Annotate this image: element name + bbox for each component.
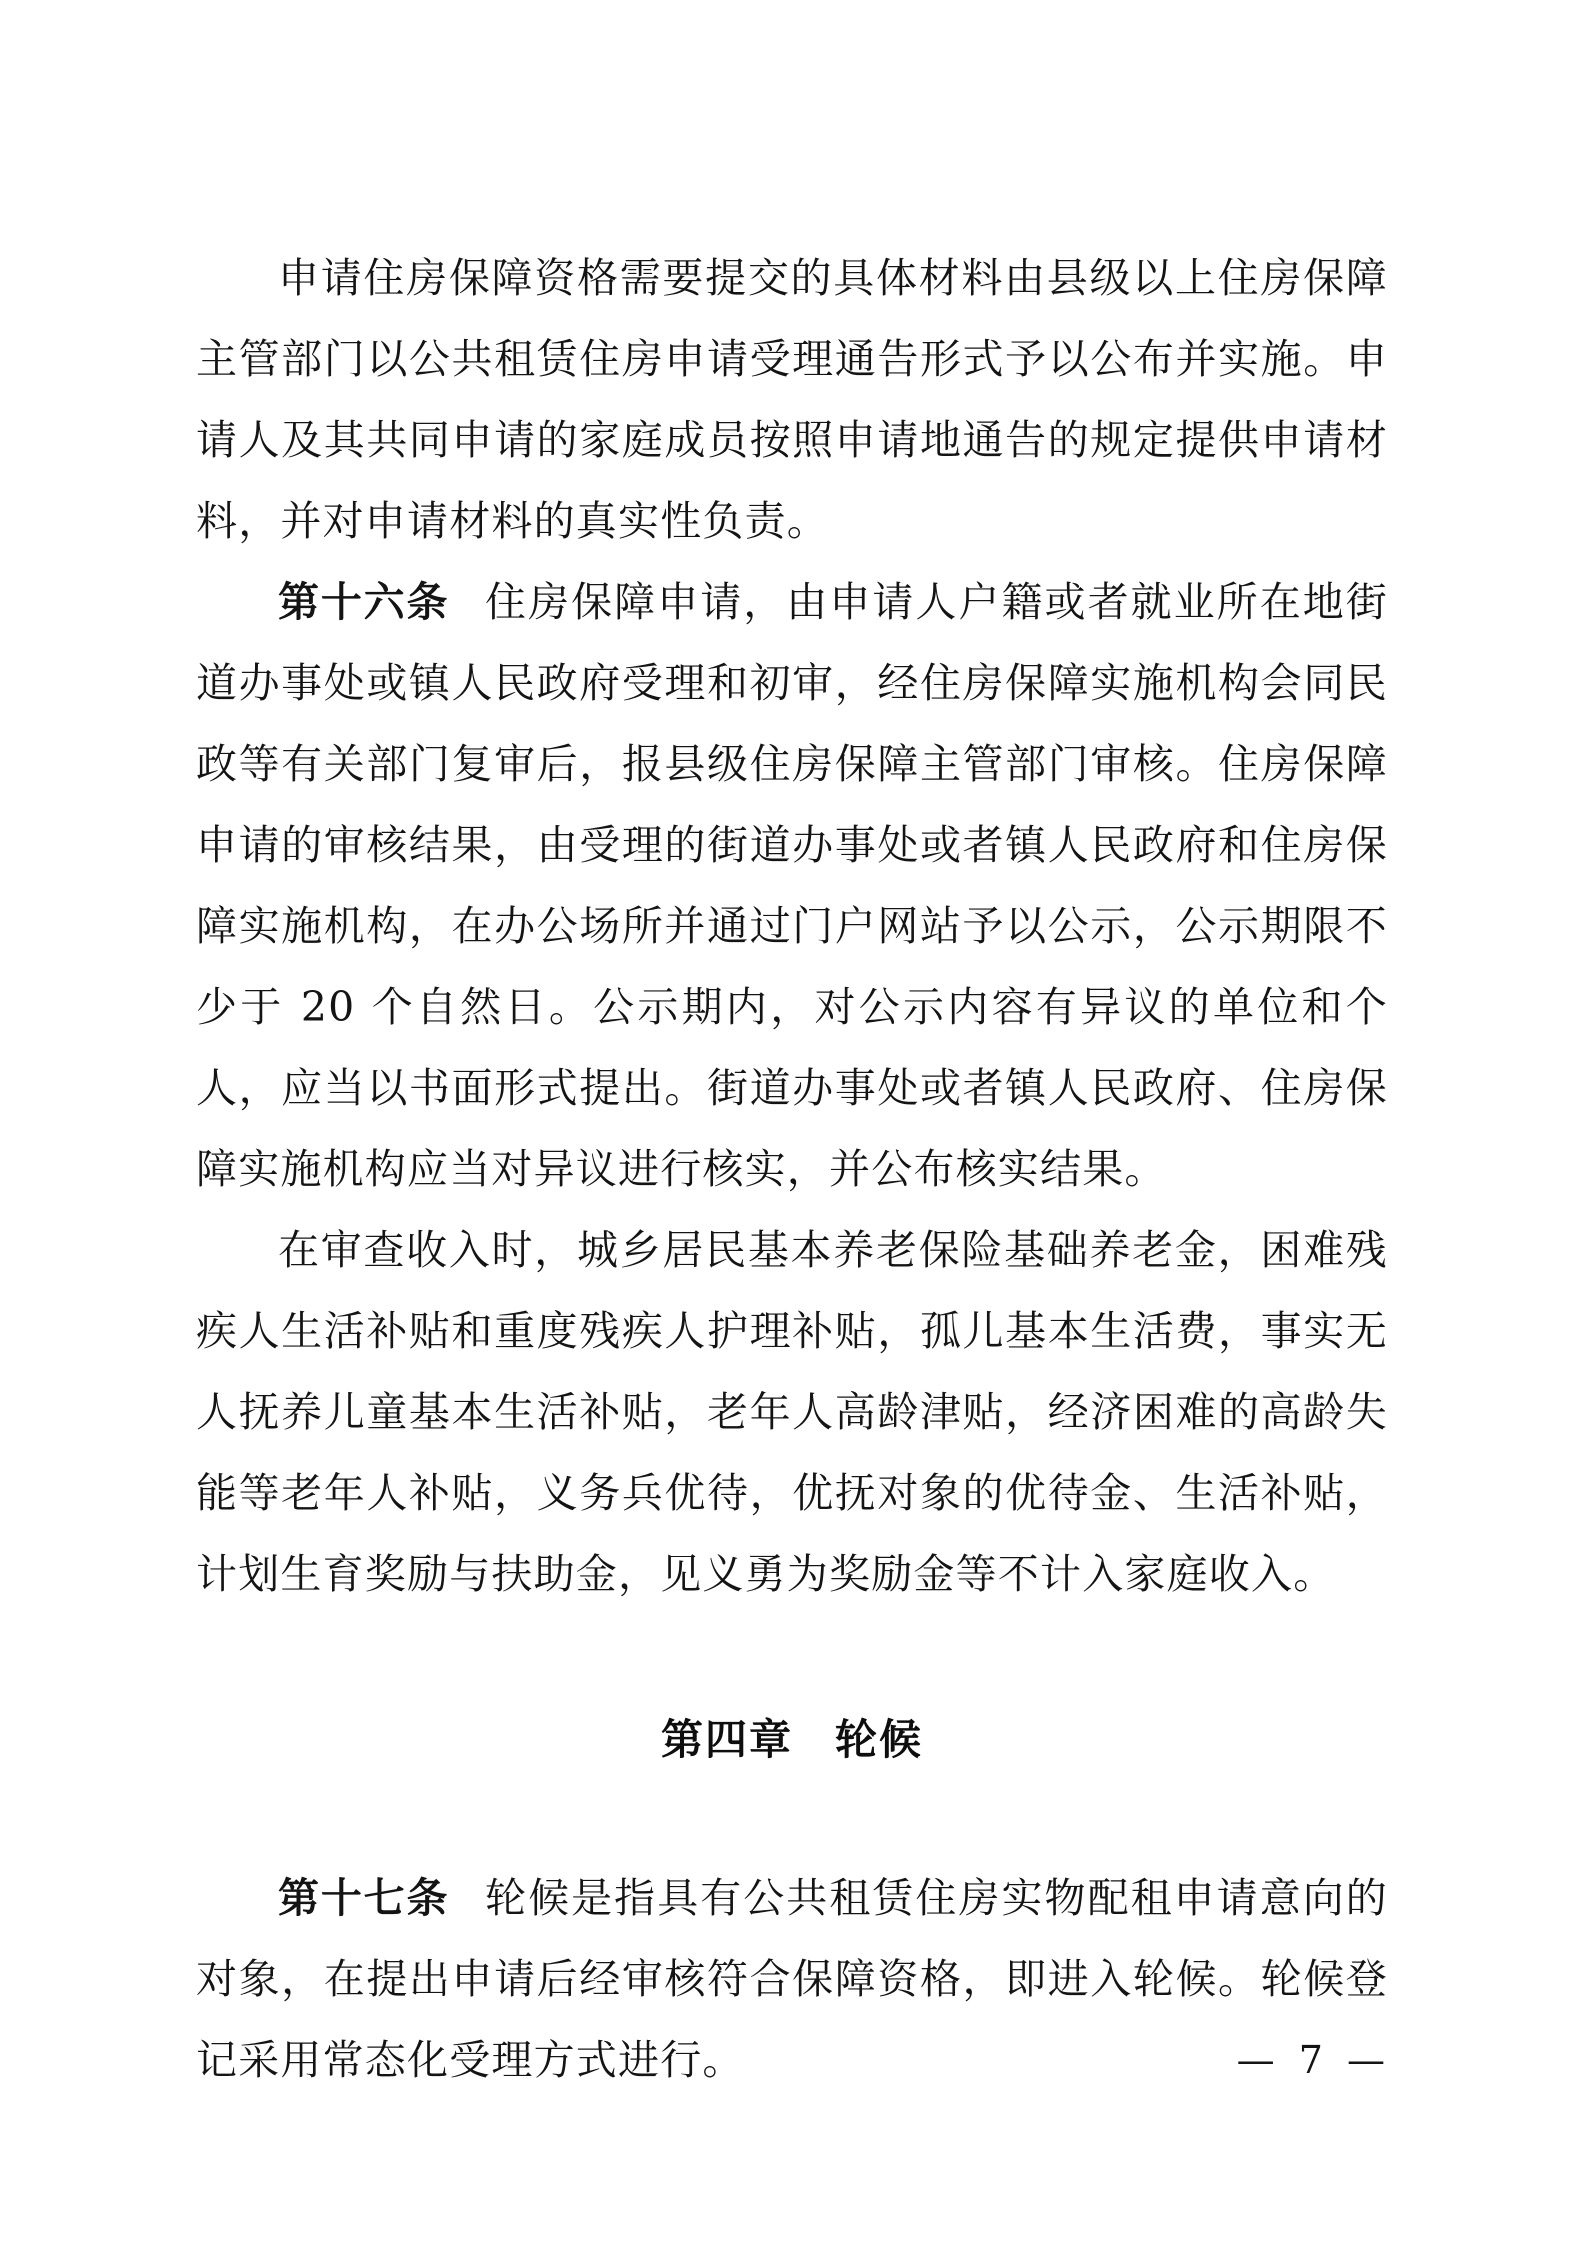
paragraph-materials: 申请住房保障资格需要提交的具体材料由县级以上住房保障主管部门以公共租赁住房申请受理通告形式予以公布并实施。申请人及其共同申请的家庭成员按照申请地通告的规定提供申请材料，并对申请材料的真实性负责。 (196, 254, 1388, 545)
article-label-17: 第十七条 (278, 1874, 450, 1922)
paragraph-article-16 (196, 562, 1388, 1210)
article-body-17: 轮候是指具有公共租赁住房实物配租申请意向的对象，在提出申请后经审核符合保障资格，即进入轮候。轮候登记采用常态化受理方式进行。 (196, 1874, 1389, 2084)
article-label-16: 第十六条 (278, 578, 450, 626)
heading-spacer-above (196, 1615, 1388, 1699)
heading-spacer-below (196, 1780, 1388, 1858)
chapter-heading (196, 1699, 1388, 1780)
page-content (196, 238, 1388, 2101)
page-number: — 7 — (1236, 2038, 1391, 2082)
chapter-number: 第四章 (660, 1715, 793, 1764)
article-body-16: 住房保障申请，由申请人户籍或者就业所在地街道办事处或镇人民政府受理和初审，经住房保障实施机构会同民政等有关部门复审后，报县级住房保障主管部门审核。住房保障申请的审核结果，由受理的街道办事处或者镇人民政府和住房保障实施机构，在办公场所并通过门户网站予以公示，公示期限不少于 20 个自然日。公示期内，对公示内容有异议的单位和个人，应当以书面形式提出。街道办事处或者镇人民政府、住房保障实施机构应当对异议进行核实，并公布核实结果。 (196, 578, 1389, 1193)
paragraph-income-review: 在审查收入时，城乡居民基本养老保险基础养老金，困难残疾人生活补贴和重度残疾人护理补贴，孤儿基本生活费，事实无人抚养儿童基本生活补贴，老年人高龄津贴，经济困难的高龄失能等老年人补贴，义务兵优待，优抚对象的优待金、生活补贴，计划生育奖励与扶助金，见义勇为奖励金等不计入家庭收入。 (196, 1226, 1388, 1598)
paragraph-article-17 (196, 1858, 1388, 2101)
chapter-title: 轮候 (835, 1715, 924, 1764)
